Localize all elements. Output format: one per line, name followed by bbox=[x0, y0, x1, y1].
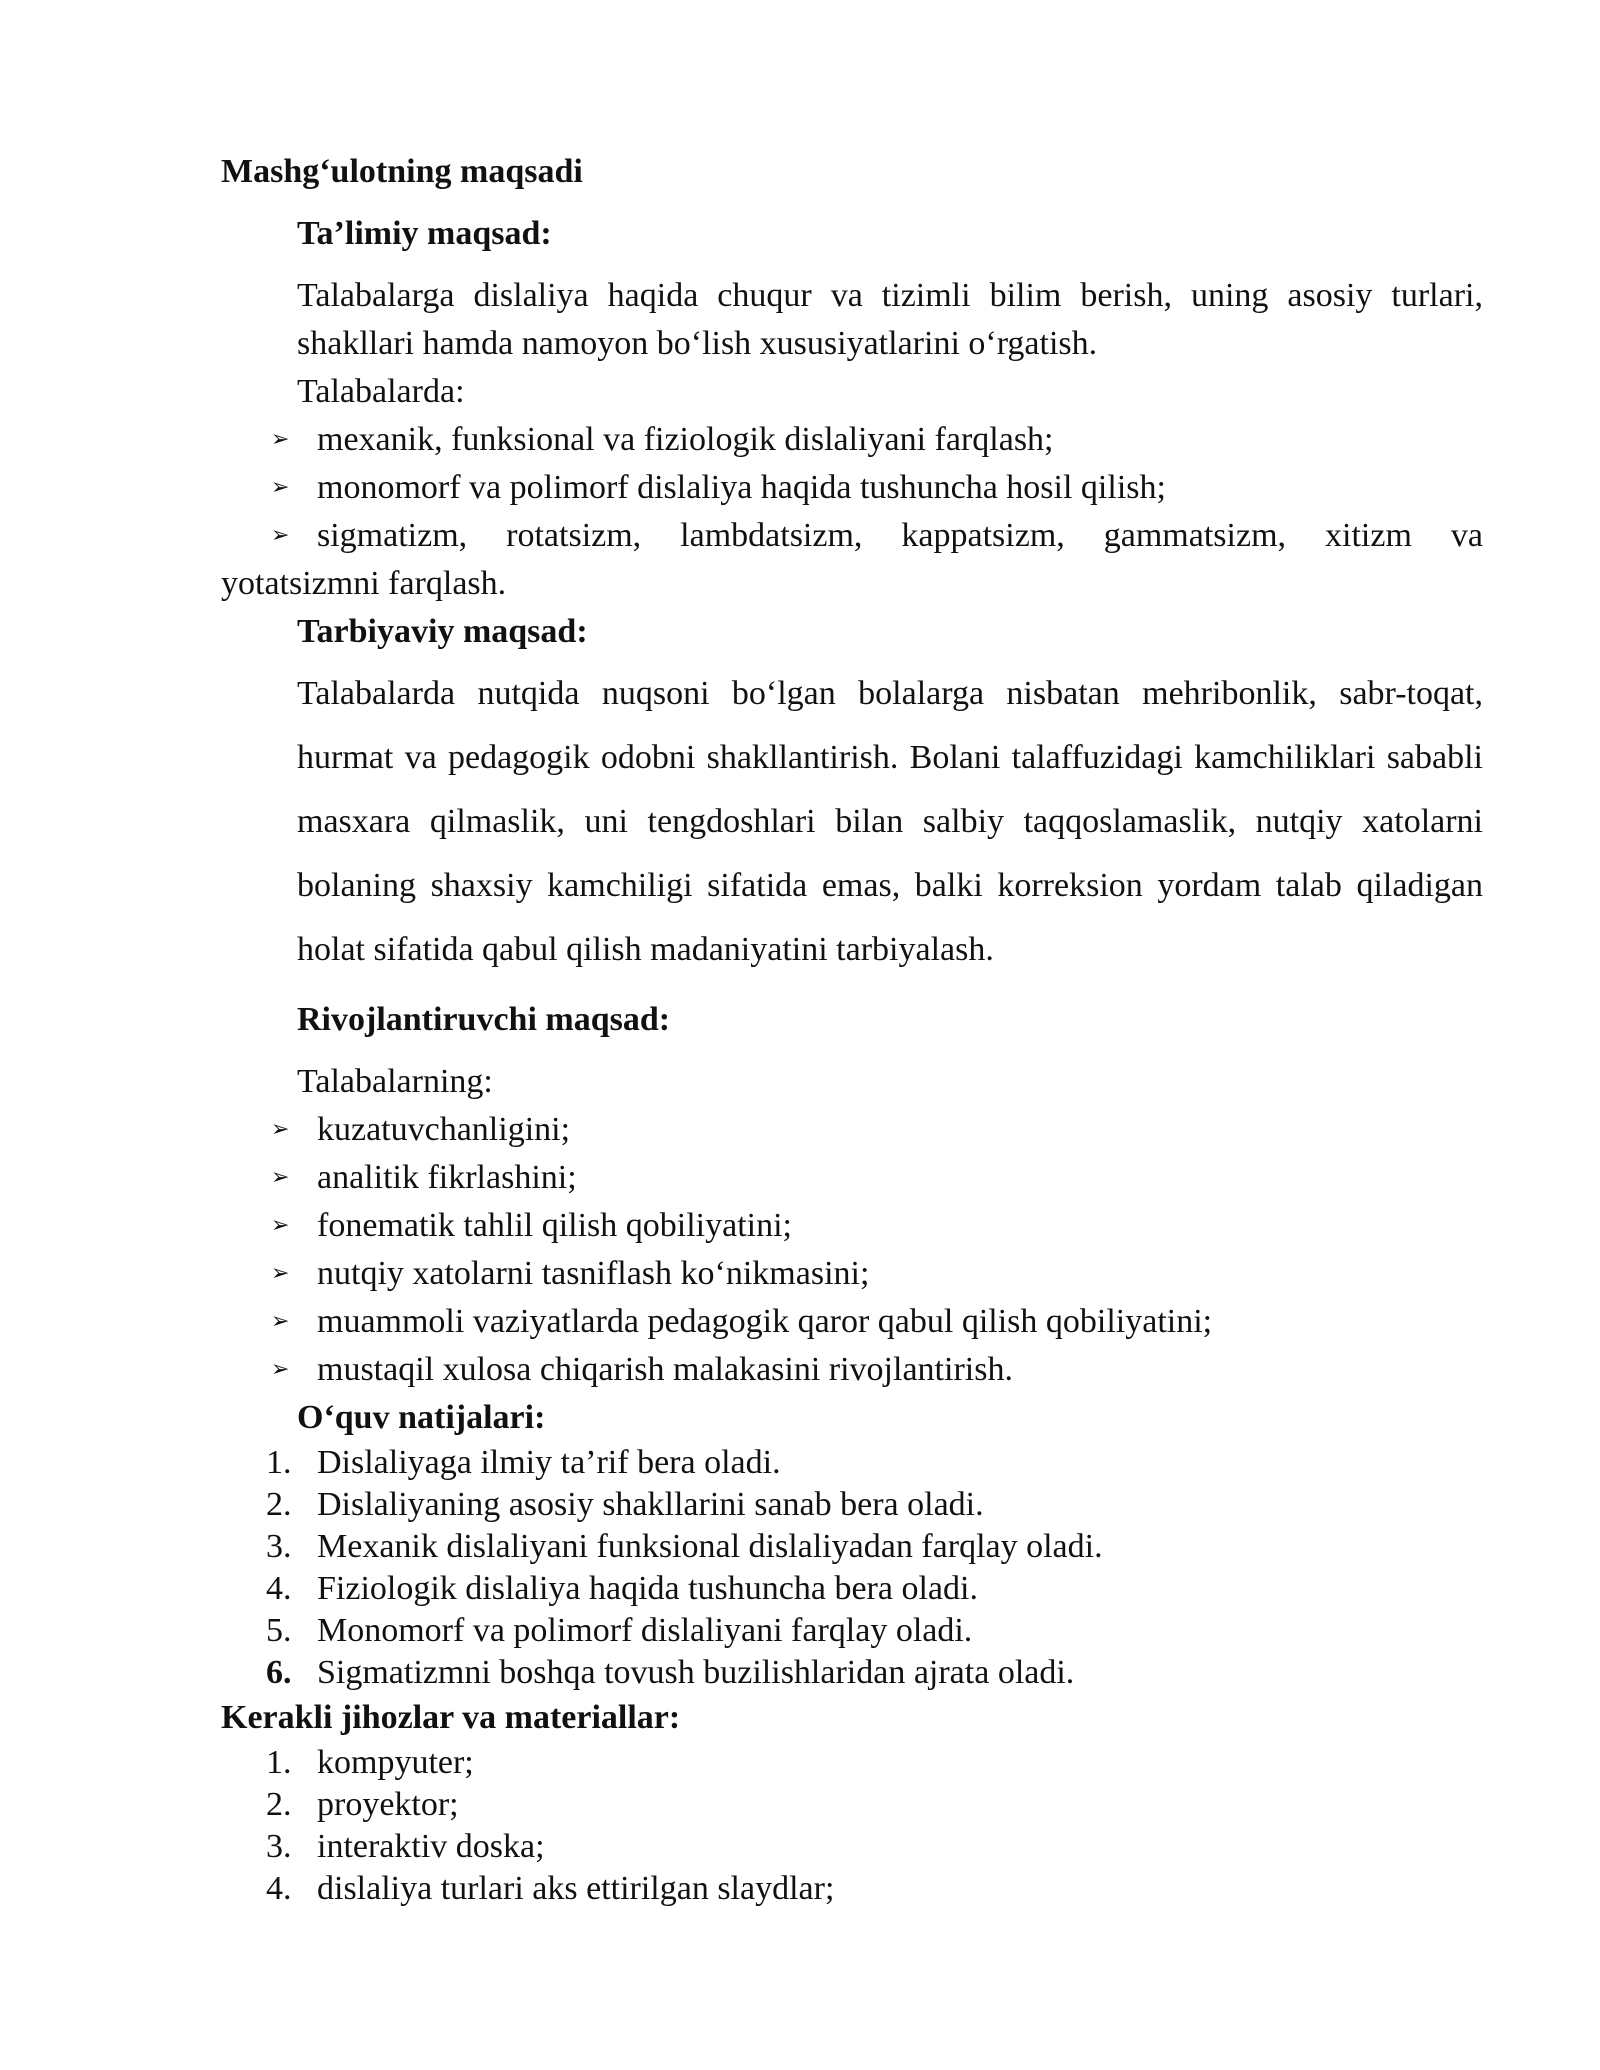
item-number: 4. bbox=[266, 1570, 292, 1607]
rivojlantiruvchi-intro: Talabalarning: bbox=[297, 1063, 493, 1100]
arrowhead-bullet-icon: ➢ bbox=[271, 1261, 290, 1286]
numbered-item bbox=[221, 1652, 1483, 1694]
list-item-continuation: yotatsizmni farqlash. bbox=[221, 565, 507, 602]
numbered-item bbox=[221, 1784, 1483, 1826]
item-number: 5. bbox=[266, 1612, 292, 1649]
numbered-item-text: Dislaliyaning asosiy shakllarini sanab bera oladi. bbox=[317, 1486, 984, 1523]
talimiy-paragraph: Talabalarga dislaliya haqida chuqur va tizimli bilim berish, uning asosiy turlari, shakllari hamda namoyon bo‘lish xususiyatlarini o‘rgatish. bbox=[297, 277, 1483, 362]
numbered-item bbox=[221, 1484, 1483, 1526]
list-item-text: monomorf va polimorf dislaliya haqida tushuncha hosil qilish; bbox=[317, 469, 1166, 506]
numbered-item-text: Fiziologik dislaliya haqida tushuncha bera oladi. bbox=[317, 1570, 978, 1607]
numbered-item bbox=[221, 1868, 1483, 1910]
list-item-text: nutqiy xatolarni tasniflash ko‘nikmasini; bbox=[317, 1255, 870, 1292]
numbered-item bbox=[221, 1826, 1483, 1868]
arrowhead-bullet-icon: ➢ bbox=[271, 427, 290, 452]
numbered-item-text: kompyuter; bbox=[317, 1744, 474, 1781]
item-number: 4. bbox=[266, 1870, 292, 1907]
tarbiyaviy-paragraph: Talabalarda nutqida nuqsoni bo‘lgan bolalarga nisbatan mehribonlik, sabr-toqat, hurmat va pedagogik odobni shakllantirish. Bolani talaffuzidagi kamchiliklari sababli masxara qilmaslik, uni tengdoshlari bilan salbiy taqqoslamaslik, nutqiy xatolarni bolaning shaxsiy kamchiligi sifatida emas, balki korreksion yordam talab qiladigan holat sifatida qabul qilish madaniyatini tarbiyalash. bbox=[297, 675, 1483, 968]
talimiy-intro: Talabalarda: bbox=[297, 373, 465, 410]
list-item-text: mustaqil xulosa chiqarish malakasini rivojlantirish. bbox=[317, 1351, 1013, 1388]
arrowhead-bullet-icon: ➢ bbox=[271, 1213, 290, 1238]
oquv-heading: O‘quv natijalari: bbox=[297, 1399, 546, 1436]
rivojlantiruvchi-heading: Rivojlantiruvchi maqsad: bbox=[297, 1001, 671, 1038]
item-number: 3. bbox=[266, 1828, 292, 1865]
list-item bbox=[221, 464, 1483, 512]
list-item bbox=[221, 1250, 1483, 1298]
document-page bbox=[221, 148, 1483, 1910]
item-number: 6. bbox=[266, 1654, 292, 1691]
list-item-text: muammoli vaziyatlarda pedagogik qaror qabul qilish qobiliyatini; bbox=[317, 1303, 1213, 1340]
document-title: Mashg‘ulotning maqsadi bbox=[221, 153, 583, 190]
item-number: 3. bbox=[266, 1528, 292, 1565]
arrowhead-bullet-icon: ➢ bbox=[271, 1117, 290, 1142]
numbered-item-text: Dislaliyaga ilmiy ta’rif bera oladi. bbox=[317, 1444, 781, 1481]
numbered-item-text: Monomorf va polimorf dislaliyani farqlay oladi. bbox=[317, 1612, 973, 1649]
list-item bbox=[221, 1346, 1483, 1394]
list-item bbox=[221, 1298, 1483, 1346]
numbered-item-text: Sigmatizmni boshqa tovush buzilishlaridan ajrata oladi. bbox=[317, 1654, 1075, 1691]
list-item-text: mexanik, funksional va fiziologik dislaliyani farqlash; bbox=[317, 421, 1054, 458]
list-item bbox=[221, 1202, 1483, 1250]
numbered-item bbox=[221, 1742, 1483, 1784]
arrowhead-bullet-icon: ➢ bbox=[271, 1165, 290, 1190]
arrowhead-bullet-icon: ➢ bbox=[271, 475, 290, 500]
list-item-text: analitik fikrlashini; bbox=[317, 1159, 577, 1196]
numbered-item-text: dislaliya turlari aks ettirilgan slaydlar; bbox=[317, 1870, 835, 1907]
item-number: 1. bbox=[266, 1744, 292, 1781]
arrowhead-bullet-icon: ➢ bbox=[271, 1357, 290, 1382]
arrowhead-bullet-icon: ➢ bbox=[271, 1309, 290, 1334]
item-number: 1. bbox=[266, 1444, 292, 1481]
list-item bbox=[221, 1154, 1483, 1202]
numbered-item bbox=[221, 1568, 1483, 1610]
jihozlar-heading: Kerakli jihozlar va materiallar: bbox=[221, 1699, 681, 1736]
numbered-item bbox=[221, 1610, 1483, 1652]
talimiy-heading: Ta’limiy maqsad: bbox=[297, 215, 552, 252]
list-item-text: sigmatizm, rotatsizm, lambdatsizm, kappatsizm, gammatsizm, xitizm va bbox=[317, 517, 1483, 554]
arrowhead-bullet-icon: ➢ bbox=[271, 523, 290, 548]
list-item bbox=[221, 416, 1483, 464]
list-item-text: fonematik tahlil qilish qobiliyatini; bbox=[317, 1207, 793, 1244]
numbered-item-text: interaktiv doska; bbox=[317, 1828, 545, 1865]
numbered-item-text: proyektor; bbox=[317, 1786, 459, 1823]
numbered-item bbox=[221, 1526, 1483, 1568]
list-item-text: kuzatuvchanligini; bbox=[317, 1111, 571, 1148]
tarbiyaviy-heading: Tarbiyaviy maqsad: bbox=[297, 613, 588, 650]
list-item bbox=[221, 512, 1483, 560]
item-number: 2. bbox=[266, 1786, 292, 1823]
numbered-item-text: Mexanik dislaliyani funksional dislaliyadan farqlay oladi. bbox=[317, 1528, 1103, 1565]
item-number: 2. bbox=[266, 1486, 292, 1523]
numbered-item bbox=[221, 1442, 1483, 1484]
list-item bbox=[221, 1106, 1483, 1154]
